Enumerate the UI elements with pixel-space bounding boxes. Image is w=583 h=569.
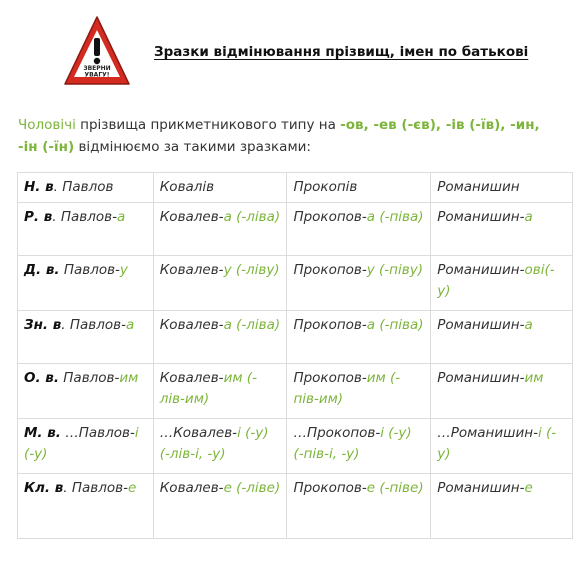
table-cell <box>153 419 287 474</box>
intro-endings-2: -ін (-їн) <box>18 139 75 155</box>
table-row <box>18 256 573 311</box>
word-stem: Ковалев- <box>159 317 224 333</box>
table-cell <box>18 203 154 256</box>
word-stem: …Ковалев- <box>159 425 238 441</box>
word-ending: а <box>125 317 135 333</box>
word-stem: . Павлов- <box>61 317 126 333</box>
case-label: Р. в <box>24 209 53 225</box>
word-stem: Романишин- <box>437 370 525 386</box>
table-cell <box>153 203 287 256</box>
table-cell <box>287 173 431 203</box>
word-stem: …Павлов- <box>60 425 135 441</box>
table-cell <box>287 311 431 364</box>
word-stem: Романишин- <box>437 480 525 496</box>
case-label: О. в. <box>24 370 59 386</box>
word-stem: Павлов- <box>58 370 120 386</box>
warning-sign-icon <box>62 14 132 90</box>
word-stem: Романишин <box>437 179 520 195</box>
word-ending: а (-ліва) <box>223 209 281 225</box>
word-stem: . Павлов <box>53 179 114 195</box>
table-cell <box>431 474 573 539</box>
word-ending: у <box>119 262 128 278</box>
table-cell <box>431 203 573 256</box>
table-row <box>18 419 573 474</box>
case-label: М. в. <box>24 425 61 441</box>
table-cell <box>431 173 573 203</box>
table-cell <box>431 256 573 311</box>
intro-endings: -ов, -ев (-єв), -ів (-їв), -ин, <box>340 117 540 133</box>
intro-paragraph <box>18 114 566 158</box>
word-ending: а <box>524 317 533 333</box>
table-row <box>18 364 573 419</box>
table-cell <box>287 474 431 539</box>
word-ending: у (-піву) <box>366 262 423 278</box>
word-ending: і (-у) (-лів-і, -у) <box>159 425 269 462</box>
word-ending: е (-ліве) <box>223 480 281 496</box>
header <box>62 14 562 94</box>
word-ending: і (-у) (-пів-і, -у) <box>293 425 412 462</box>
case-label: Н. в <box>24 179 54 195</box>
word-ending: а <box>116 209 126 225</box>
intro-text-2: відмінюємо за такими зразками: <box>74 139 311 155</box>
intro-highlight-male: Чоловічі <box>18 117 76 133</box>
word-stem: Романишин- <box>437 317 525 333</box>
word-stem: Ковалев- <box>159 209 224 225</box>
case-label: Д. в. <box>24 262 60 278</box>
word-stem: Прокопов- <box>293 480 367 496</box>
word-ending: а <box>524 209 533 225</box>
declension-table <box>17 172 573 539</box>
word-stem: Прокопов- <box>293 209 367 225</box>
word-stem: Прокопов- <box>293 317 367 333</box>
word-stem: Романишин- <box>437 262 525 278</box>
table-row <box>18 311 573 364</box>
word-ending: ові(-у) <box>437 262 555 299</box>
word-ending: е <box>127 480 137 496</box>
intro-text: прізвища прикметникового типу на <box>75 117 341 133</box>
table-cell <box>18 364 154 419</box>
word-stem: Прокопов- <box>293 370 367 386</box>
table-cell <box>287 203 431 256</box>
word-ending: а (-піва) <box>366 209 424 225</box>
word-stem: Ковалев- <box>159 480 224 496</box>
table-row <box>18 474 573 539</box>
table-cell <box>431 311 573 364</box>
word-ending: им (-пів-им) <box>293 370 401 407</box>
case-label: Зн. в <box>24 317 62 333</box>
word-ending: а (-ліва) <box>223 317 281 333</box>
word-ending: і (-у) <box>437 425 557 462</box>
word-stem: Прокопів <box>293 179 358 195</box>
word-stem: Романишин- <box>437 209 525 225</box>
table-cell <box>287 419 431 474</box>
table-cell <box>18 419 154 474</box>
warning-sign-line-1: ЗВЕРНИ <box>83 65 111 72</box>
page-title: Зразки відмінювання прізвищ, імен по батькові <box>154 44 529 60</box>
word-ending: им <box>524 370 544 386</box>
warning-sign-line-2: УВАГУ! <box>84 71 110 79</box>
table-cell <box>287 364 431 419</box>
word-ending: е (-піве) <box>366 480 424 496</box>
table-cell <box>287 256 431 311</box>
table-row <box>18 203 573 256</box>
word-stem: Ковалів <box>159 179 215 195</box>
table-cell <box>431 364 573 419</box>
word-ending: у (-ліву) <box>223 262 280 278</box>
table-cell <box>18 256 154 311</box>
table-cell <box>153 311 287 364</box>
table-cell <box>153 173 287 203</box>
word-stem: Ковалев- <box>159 262 224 278</box>
word-stem: …Романишин- <box>437 425 538 441</box>
word-ending: а (-піва) <box>366 317 424 333</box>
word-ending: им (-лів-им) <box>159 370 257 407</box>
word-ending: им <box>119 370 139 386</box>
word-stem: Ковалев- <box>159 370 224 386</box>
table-cell <box>18 474 154 539</box>
table-cell <box>153 364 287 419</box>
word-ending: і (-у) <box>24 425 139 462</box>
table-cell <box>153 256 287 311</box>
table-cell <box>18 311 154 364</box>
table-cell <box>18 173 154 203</box>
word-stem: . Павлов- <box>52 209 117 225</box>
word-stem: Павлов- <box>59 262 120 278</box>
table-row <box>18 173 573 203</box>
word-stem: . Павлов- <box>63 480 128 496</box>
word-stem: …Прокопов- <box>293 425 381 441</box>
case-label: Кл. в <box>24 480 64 496</box>
table-cell <box>153 474 287 539</box>
word-ending: е <box>524 480 533 496</box>
word-stem: Прокопов- <box>293 262 367 278</box>
table-cell <box>431 419 573 474</box>
